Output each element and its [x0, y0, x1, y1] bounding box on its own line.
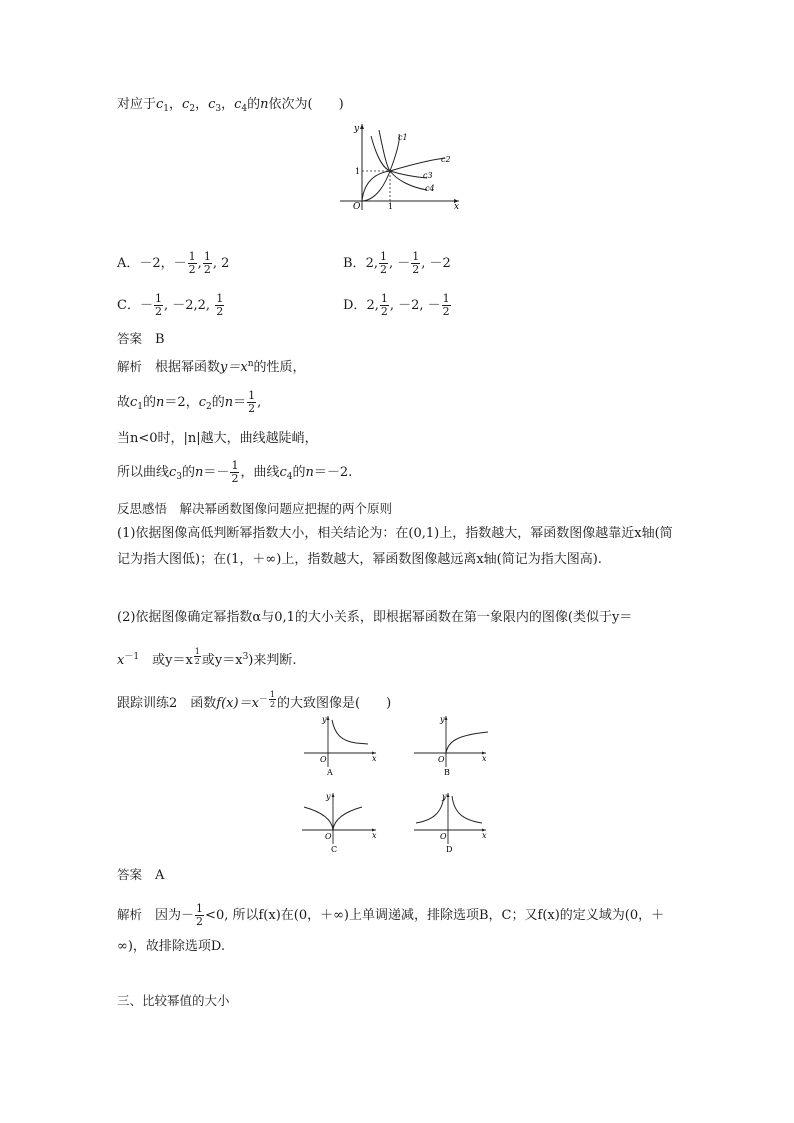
option-graph-a: [300, 713, 380, 777]
svg-text:D: D: [446, 845, 453, 854]
c4-label: c4: [425, 184, 435, 193]
svg-text:y: y: [326, 792, 331, 801]
answer-2: 答案 A: [117, 867, 165, 883]
y-label: y: [354, 124, 360, 134]
option-a: A．－2，－ $\frac{1}{2}$ , $\frac{1}{2}$ , 2: [117, 250, 230, 276]
curve-c-left: [304, 807, 333, 830]
svg-text:x: x: [482, 831, 487, 840]
svg-text:O: O: [325, 832, 332, 841]
svg-text:A: A: [327, 768, 333, 777]
svg-text:y: y: [322, 715, 327, 724]
analysis-1-line-1: 解析 根据幂函数$y=x^n$的性质，: [117, 359, 306, 375]
c1-label: c1: [398, 133, 408, 142]
practice-question: 跟踪训练2 函数$f(x)=x^{- \frac{1}{2}}$ 的大致图像是( ): [117, 690, 392, 711]
origin-label: O: [353, 202, 361, 212]
option-graph-b: [410, 713, 490, 777]
option-d: D．2, $\frac{1}{2}$ , －2, － $\frac{1}{2}$: [343, 292, 450, 318]
svg-text:x: x: [482, 754, 487, 763]
curve-d-left: [416, 796, 444, 823]
curve-c1: [362, 134, 399, 201]
svg-text:y: y: [442, 792, 447, 801]
curve-c-right: [333, 807, 362, 830]
svg-text:C: C: [331, 845, 338, 854]
c2-label: c2: [441, 155, 451, 164]
svg-text:O: O: [320, 755, 327, 764]
svg-text:B: B: [444, 768, 450, 777]
reflection-p2-b: $x^{-1}$ 或y＝x $^{\frac{1}{2}}$ 或$y=x^3$)来判断.: [117, 647, 297, 668]
question-stem: 对应于$c_1$，$c_2$，$c_3$，$c_4$的n依次为( ): [117, 97, 344, 114]
analysis-1-line-4: 所以曲线$c_3$的n＝－ $\frac{1}{2}$ ，曲线$c_4$的n＝－2.: [117, 459, 353, 485]
curve-a: [332, 720, 368, 744]
reflection-p2-a: (2)依据图像确定幂指数α与0,1的大小关系，即根据幂函数在第一象限内的图像(类似于y＝: [117, 610, 633, 625]
power-function-figure: [335, 120, 465, 212]
x-label: x: [454, 202, 460, 212]
option-graph-c: [300, 790, 380, 854]
y-arrow: [360, 124, 364, 129]
svg-text:O: O: [440, 832, 447, 841]
one-y-label: 1: [355, 167, 361, 176]
answer-1: 答案 B: [117, 331, 165, 347]
curve-b: [446, 732, 488, 753]
option-b: B．2, $\frac{1}{2}$ , － $\frac{1}{2}$ , －2: [343, 250, 451, 276]
analysis-1-line-2: 故$c_1$的n＝2，$c_2$的n＝ $\frac{1}{2}$ ,: [117, 389, 262, 415]
curve-d-right: [452, 796, 482, 823]
one-x-label: 1: [388, 202, 394, 211]
section-title: 三、比较幂值的大小: [117, 993, 230, 1008]
svg-text:y: y: [440, 715, 445, 724]
svg-text:x: x: [372, 831, 377, 840]
analysis-1-line-3: 当n<0时，|n|越大，曲线越陡峭，: [117, 431, 318, 446]
option-graph-d: [410, 790, 490, 854]
svg-text:x: x: [372, 754, 377, 763]
reflection-p1: (1)依据图像高低判断幂指数大小，相关结论为：在(0,1)上，指数越大，幂函数图像越靠近x轴(简记为指大图低)；在(1，＋∞)上，指数越大，幂函数图像越远离x轴(简记为指大图高).: [117, 526, 673, 567]
option-c: C．－ $\frac{1}{2}$ , －2,2, $\frac{1}{2}$: [117, 292, 224, 318]
reflection-title: 反思感悟 解决幂函数图像问题应把握的两个原则: [117, 501, 393, 516]
analysis-2-line-1: 解析 因为－ $\frac{1}{2}$ <0, 所以f(x)在(0，＋∞)上单调递减，排除选项B，C；又f(x)的定义域为(0，＋: [117, 902, 665, 928]
svg-text:O: O: [438, 755, 445, 764]
analysis-2-line-2: ∞)，故排除选项D.: [117, 939, 225, 954]
c3-label: c3: [423, 171, 433, 180]
